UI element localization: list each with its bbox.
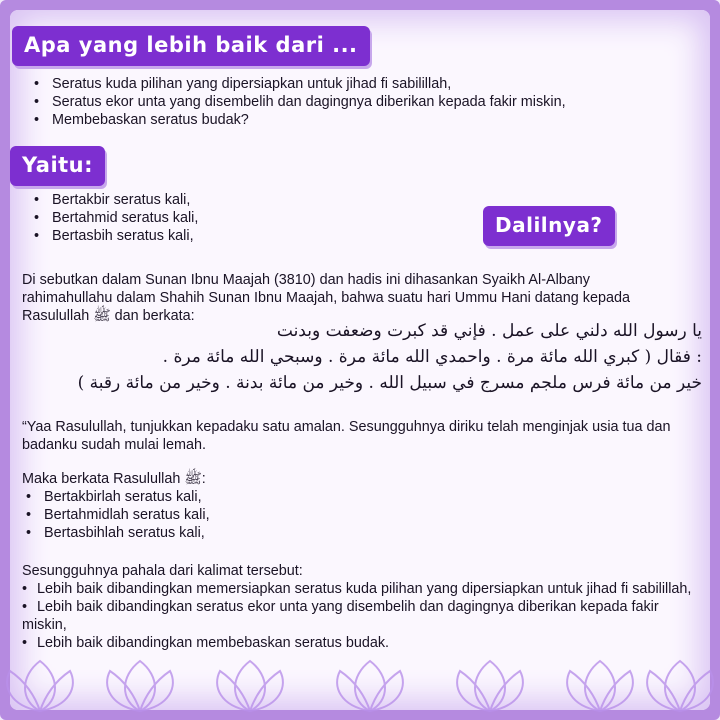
lotus-flower-icon bbox=[450, 656, 530, 716]
lotus-flower-icon bbox=[560, 656, 640, 716]
list-item: • Lebih baik dibandingkan memersiapkan seratus kuda pilihan yang dipersiapkan untuk jihad fi sabilillah, bbox=[22, 581, 692, 597]
question-list bbox=[30, 75, 700, 129]
list-item: • Membebaskan seratus budak? bbox=[30, 111, 700, 129]
lotus-flower-icon bbox=[640, 656, 720, 716]
list-item: • Seratus ekor unta yang disembelih dan dagingnya diberikan kepada fakir miskin, bbox=[30, 93, 700, 111]
command-list bbox=[22, 488, 662, 542]
reward-text: Lebih baik dibandingkan membebaskan seratus budak. bbox=[37, 635, 390, 651]
lotus-flower-icon bbox=[0, 656, 80, 716]
list-item: • Lebih baik dibandingkan seratus ekor unta yang disembelih dan dagingnya diberikan kepada fakir miskin, bbox=[22, 599, 659, 633]
lotus-flower-icon bbox=[100, 656, 180, 716]
intro-paragraph: Di sebutkan dalam Sunan Ibnu Maajah (3810) dan hadis ini dihasankan Syaikh Al-Albany rahimahullahu dalam Shahih Sunan Ibnu Maajah, bahwa suatu hari Ummu Hani datang kepada Rasulullah ﷺ dan berkata: bbox=[22, 272, 630, 324]
list-item: • Bertakbir seratus kali, bbox=[30, 191, 450, 209]
arabic-line: يا رسول الله دلني على عمل . فإني قد كبرت وضعفت وبدنت bbox=[276, 321, 702, 341]
reward-list bbox=[22, 580, 692, 652]
answer-list bbox=[30, 191, 450, 245]
list-item: • Bertakbirlah seratus kali, bbox=[22, 488, 662, 506]
maka-line: Maka berkata Rasulullah ﷺ: bbox=[22, 471, 206, 487]
title-banner: Apa yang lebih baik dari ... bbox=[12, 26, 370, 66]
reward-text: Lebih baik dibandingkan memersiapkan seratus kuda pilihan yang dipersiapkan untuk jihad fi sabilillah, bbox=[37, 581, 692, 597]
list-item: • Lebih baik dibandingkan membebaskan seratus budak. bbox=[22, 635, 390, 651]
list-item: • Bertahmid seratus kali, bbox=[30, 209, 450, 227]
arabic-hadith bbox=[22, 318, 702, 396]
list-item: • Bertasbihlah seratus kali, bbox=[22, 524, 662, 542]
reward-text: Lebih baik dibandingkan seratus ekor unta yang disembelih dan dagingnya diberikan kepada fakir miskin, bbox=[22, 599, 659, 633]
lotus-flower-icon bbox=[330, 656, 410, 716]
arabic-line: خير من مائة فرس ملجم مسرج في سبيل الله . وخير من مائة بدنة . وخير من مائة رقبة ) bbox=[77, 373, 702, 393]
list-item: • Seratus kuda pilihan yang dipersiapkan untuk jihad fi sabilillah, bbox=[30, 75, 700, 93]
lotus-flower-icon bbox=[210, 656, 290, 716]
list-item: • Bertasbih seratus kali, bbox=[30, 227, 450, 245]
arabic-line: : فقال ( كبري الله مائة مرة . واحمدي الله مائة مرة . وسبحي الله مائة مرة . bbox=[162, 347, 702, 367]
dalil-banner: Dalilnya? bbox=[483, 206, 615, 246]
yaitu-banner: Yaitu: bbox=[10, 146, 105, 186]
sesungguhnya-line: Sesungguhnya pahala dari kalimat tersebut: bbox=[22, 563, 303, 579]
list-item: • Bertahmidlah seratus kali, bbox=[22, 506, 662, 524]
quote-paragraph: “Yaa Rasulullah, tunjukkan kepadaku satu amalan. Sesungguhnya diriku telah menginjak usia tua dan badanku sudah mulai lemah. bbox=[22, 419, 671, 453]
